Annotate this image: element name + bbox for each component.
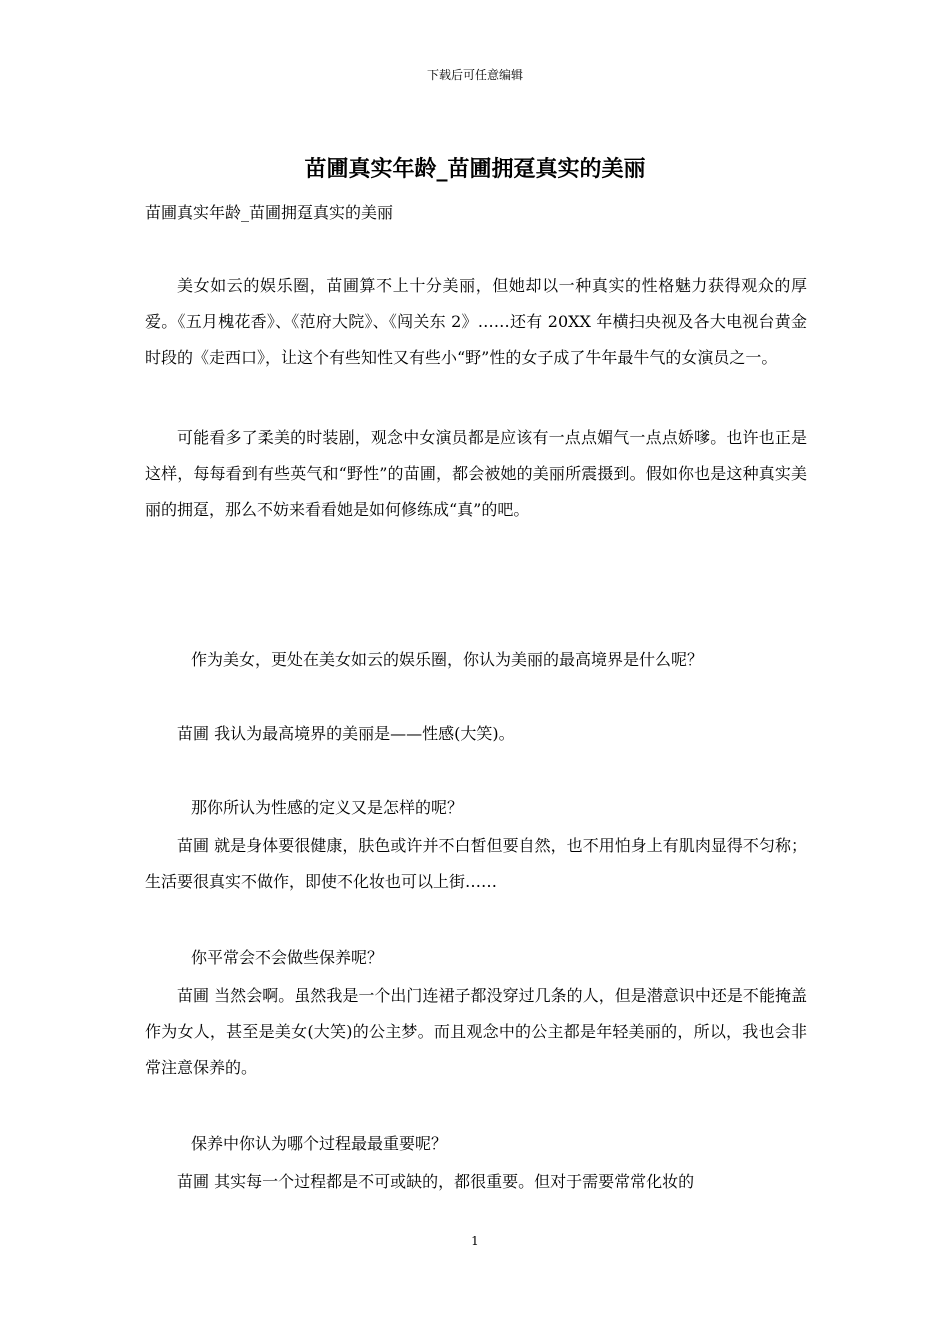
page-number: 1	[471, 1234, 479, 1248]
question-paragraph: 作为美女，更处在美女如云的娱乐圈，你认为美丽的最高境界是什么呢？	[191, 650, 704, 669]
document-title: 苗圃真实年龄_苗圃拥趸真实的美丽	[304, 156, 646, 182]
page-header-note: 下载后可任意编辑	[426, 68, 523, 82]
answer-paragraph: 苗圃 我认为最高境界的美丽是——性感(大笑)。	[177, 724, 515, 743]
intro-paragraph-2: 可能看多了柔美的时装剧，观念中女演员都是应该有一点点媚气一点点娇嗲。也许也正是这样，每每看到有些英气和“野性”的苗圃，都会被她的美丽所震摄到。假如你也是这种真实美丽的拥趸，那么不妨来看看她是如何修练成“真”的吧。	[145, 428, 807, 519]
intro-paragraph-1: 美女如云的娱乐圈，苗圃算不上十分美丽，但她却以一种真实的性格魅力获得观众的厚爱。《五月槐花香》、《范府大院》、《闯关东 2》……还有 20XX 年横扫央视及各大电视台黄金时段的《走西口》，让这个有些知性又有些小“野”性的女子成了牛年最牛气的女演员之一。	[145, 276, 807, 367]
question-paragraph: 那你所认为性感的定义又是怎样的呢？	[191, 798, 464, 817]
question-paragraph: 保养中你认为哪个过程最最重要呢？	[191, 1134, 448, 1153]
document-subtitle: 苗圃真实年龄_苗圃拥趸真实的美丽	[145, 203, 394, 222]
answer-paragraph: 苗圃 当然会啊。虽然我是一个出门连裙子都没穿过几条的人，但是潜意识中还是不能掩盖作为女人，甚至是美女(大笑)的公主梦。而且观念中的公主都是年轻美丽的，所以，我也会非常注意保养的。	[145, 986, 807, 1077]
question-paragraph: 你平常会不会做些保养呢？	[191, 948, 384, 967]
answer-paragraph: 苗圃 其实每一个过程都是不可或缺的，都很重要。但对于需要常常化妆的	[177, 1172, 695, 1191]
answer-paragraph: 苗圃 就是身体要很健康，肤色或许并不白皙但要自然，也不用怕身上有肌肉显得不匀称；生活要很真实不做作，即使不化妆也可以上街……	[145, 836, 807, 891]
